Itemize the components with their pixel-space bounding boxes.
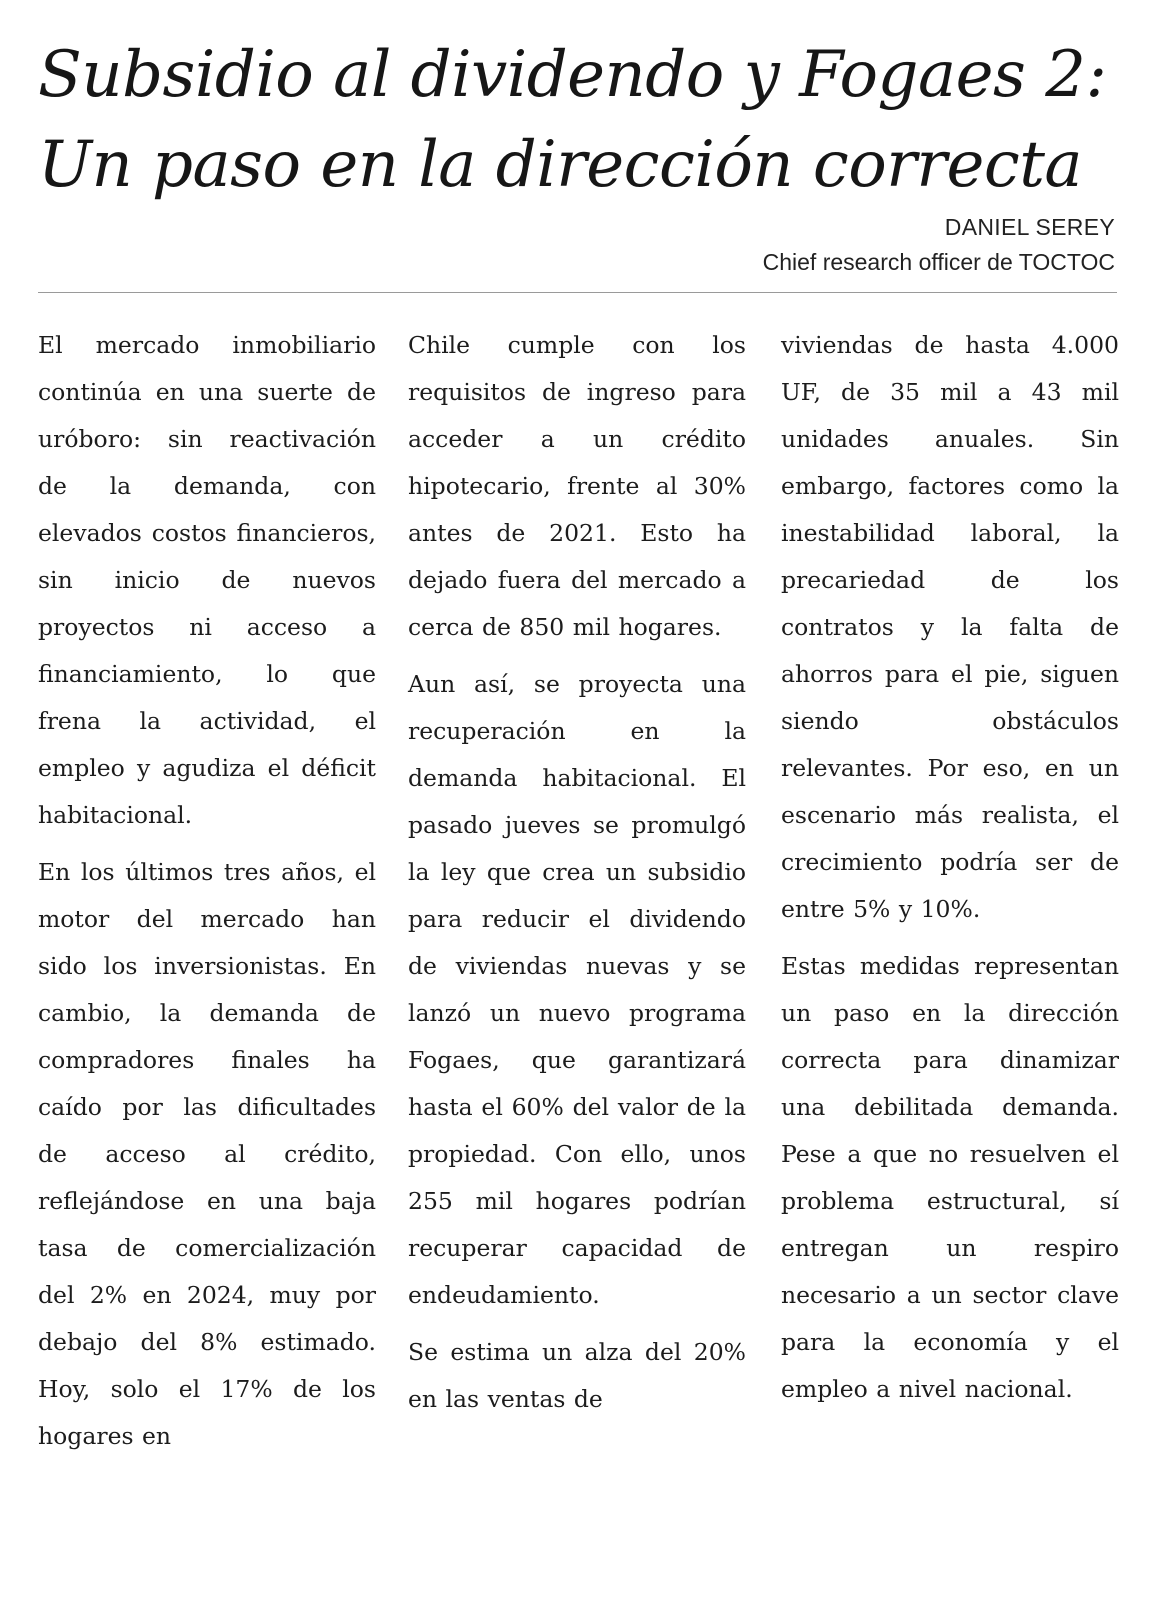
paragraph: viviendas de hasta 4.000 UF, de 35 mil a 43 mil unidades anuales. Sin embargo, factores como la inestabilidad laboral, la precariedad de los contratos y la falta de ahorros para el pie, siguen siendo obstáculos relevantes. Por eso, en un escenario más realista, el crecimiento podría ser de entre 5% y 10%. xyxy=(781,331,1119,923)
paragraph: Se estima un alza del 20% en las ventas de xyxy=(408,1338,746,1413)
headline-line-2: Un paso en la dirección correcta xyxy=(38,128,1083,202)
paragraph: Estas medidas representan un paso en la dirección correcta para dinamizar una debilitada demanda. Pese a que no resuelven el problema estructural, sí entregan un respiro necesario a un sector clave para la economía y el empleo a nivel nacional. xyxy=(781,952,1119,1403)
column-1 xyxy=(38,322,376,1470)
headline xyxy=(38,30,1118,210)
byline xyxy=(763,210,1115,280)
column-2 xyxy=(408,322,746,1433)
author-name: DANIEL SEREY xyxy=(944,214,1115,240)
paragraph: Aun así, se proyecta una recuperación en la demanda habitacional. El pasado jueves se promulgó la ley que crea un subsidio para reducir el dividendo de viviendas nuevas y se lanzó un nuevo programa Fogaes, que garantizará hasta el 60% del valor de la propiedad. Con ello, unos 255 mil hogares podrían recuperar capacidad de endeudamiento. xyxy=(408,670,746,1309)
header-divider xyxy=(38,292,1117,293)
paragraph: Chile cumple con los requisitos de ingreso para acceder a un crédito hipotecario, frente al 30% antes de 2021. Esto ha dejado fuera del mercado a cerca de 850 mil hogares. xyxy=(408,331,746,641)
author-role: Chief research officer de TOCTOC xyxy=(762,249,1115,275)
paragraph: En los últimos tres años, el motor del mercado han sido los inversionistas. En cambio, la demanda de compradores finales ha caído por las dificultades de acceso al crédito, reflejándose en una baja tasa de comercialización del 2% en 2024, muy por debajo del 8% estimado. Hoy, solo el 17% de los hogares en xyxy=(38,858,376,1450)
headline-line-1: Subsidio al dividendo y Fogaes 2: xyxy=(38,38,1107,112)
paragraph: El mercado inmobiliario continúa en una suerte de uróboro: sin reactivación de la demanda, con elevados costos financieros, sin inicio de nuevos proyectos ni acceso a financiamiento, lo que frena la actividad, el empleo y agudiza el déficit habitacional. xyxy=(38,331,376,829)
column-3 xyxy=(781,322,1119,1423)
